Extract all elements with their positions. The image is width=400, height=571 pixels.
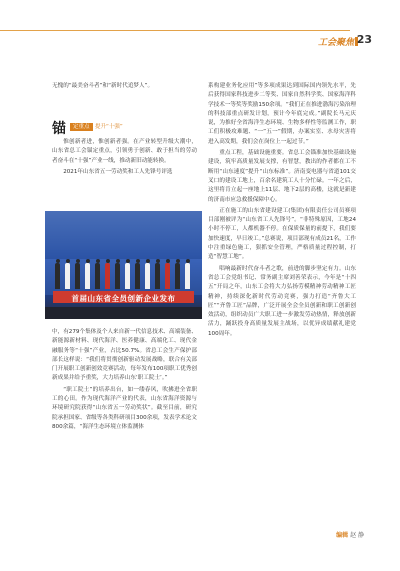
person-figure xyxy=(185,263,190,289)
paragraph: 无愧的“最美奋斗者”和“新时代追梦人”。 xyxy=(52,83,154,89)
paragraph: 惟创新者进，惟创新者强。在产业转型升级大潮中，山东省总工会锚定重点，引领勇于创新、敢于担当的劳动者奋斗在“十强”产业一线，推动新旧动能转换。 xyxy=(52,139,197,164)
paragraph: 2021年山东省五一劳动奖和工人先锋号评选 xyxy=(63,168,173,175)
header-rule xyxy=(0,30,350,46)
person-figure xyxy=(75,263,80,289)
right-column xyxy=(208,82,356,341)
person-figure xyxy=(115,263,120,289)
photo-caption: 首届山东省全员创新企业发布 xyxy=(71,294,176,303)
section-heading xyxy=(52,118,197,136)
paragraph: 中，有279个集体及个人来自新一代信息技术、高端装备、新能源新材料、现代海洋、医养健康、高端化工、现代金融服务等“十强”产业，占比50.7%。省总工会生产保护部部长这样说：“我们将贯彻创新驱动发展战略，联合有关部门开展职工创新创效竞赛活动，每年发布100项职工优秀创新成果并给予重奖，大力培养山东‘职工院士’。” xyxy=(52,329,197,382)
person-figure xyxy=(175,263,180,289)
person-figure xyxy=(85,263,90,289)
person-figure xyxy=(65,263,70,289)
page-footer xyxy=(336,530,364,539)
stage-floor xyxy=(45,307,202,319)
person-figure xyxy=(55,263,60,289)
paragraph: 系构建业务化应用”等多项成果达到国际国内领先水平，先后获得国家科技进步二等奖、国家自然科学奖、国家海洋科学技术一等奖等奖励150余项。“我们正在推进渤海污染治理的科技部重点研发计划，预计今年底完成。”副院长马元庆说，为推好全省海洋生态环境、生物多样性等监测工作，职工们积极攻难题、“一”五一”假期，办案实室、水母灾害将进入高发期，我们会在岗位上一起过节。” xyxy=(208,83,356,145)
person-figure xyxy=(125,263,130,289)
paragraph: 正在施工的山东省建设建工(集团)有限责任公司员赛项目部刚被评为“山东省工人先锋号”。“非特殊原因，工地24小时不停工，人都机器不停。在保质保量的前提下，我们要加快速度，早日竣工。”总赛说，项目部现有成员21名，工作中注重绿色施工，狠抓安全管理，严格质量过程控制，打造“智慧工地”。 xyxy=(208,207,356,261)
paragraph: 唱响最新时代奋斗者之歌，前进的脚步坚定有力。山东省总工会党组书记、常务副主席刘善荣表示，今年是“十四五”开局之年，山东工会将大力弘扬劳模精神劳动精神工匠精神，持续深化新时代劳动竞赛，强力打造“齐鲁大工匠”“齐鲁工匠”品牌，广泛开展全会全员创新和职工创新创效活动，组织动员广大职工进一步激发劳动热情，释放创新活力，踊跃投身高质量发展主战场，以优异成绩献礼建党100周年。 xyxy=(208,265,356,337)
left-column-section-body xyxy=(52,138,197,179)
left-column-bottom xyxy=(52,328,197,434)
section-heading-subtitle: 提升“十强” xyxy=(95,124,123,130)
editor-name: 赵 静 xyxy=(350,532,364,539)
section-title: 工会聚焦 xyxy=(317,38,354,48)
left-column-top xyxy=(52,82,197,93)
person-figure xyxy=(135,263,140,289)
event-photo xyxy=(45,211,202,319)
section-heading-tag: 定重点 xyxy=(70,123,93,131)
person-figure xyxy=(155,263,160,289)
paragraph: 重点工程，基础设施重要。省总工会锚准加快基础设施建设，筑牢高质量发展支撑，有智慧，教出的作者都在工不断用“山东速度”提升“山东标准”。济南变电器与省道101交叉口的建设工地上，百余名建筑工人十分忙碌。一年之后，这里将肯立起一座地上11层、地下2层的高楼，这就是新建的济南市应急救援保障中心。 xyxy=(208,150,356,203)
person-figure xyxy=(145,263,150,289)
person-figure xyxy=(105,263,110,289)
page-number: 23 xyxy=(356,33,372,46)
section-heading-char: 锚 xyxy=(52,121,66,137)
editor-label: 编辑 xyxy=(336,532,349,539)
person-figure xyxy=(165,263,170,289)
person-figure xyxy=(95,263,100,289)
paragraph: “职工院士”的培养出台，如一缕春风，吹拂进全省职工的心田。作为现代海洋产业的代表，山东省海洋资源与环境研究院获得“山东省五一劳动奖状”。截至目前，研究院承担国家、省级等各类科研项目300余项，发表学术论文800余篇，“海洋生态环境立体监测体 xyxy=(52,386,197,430)
